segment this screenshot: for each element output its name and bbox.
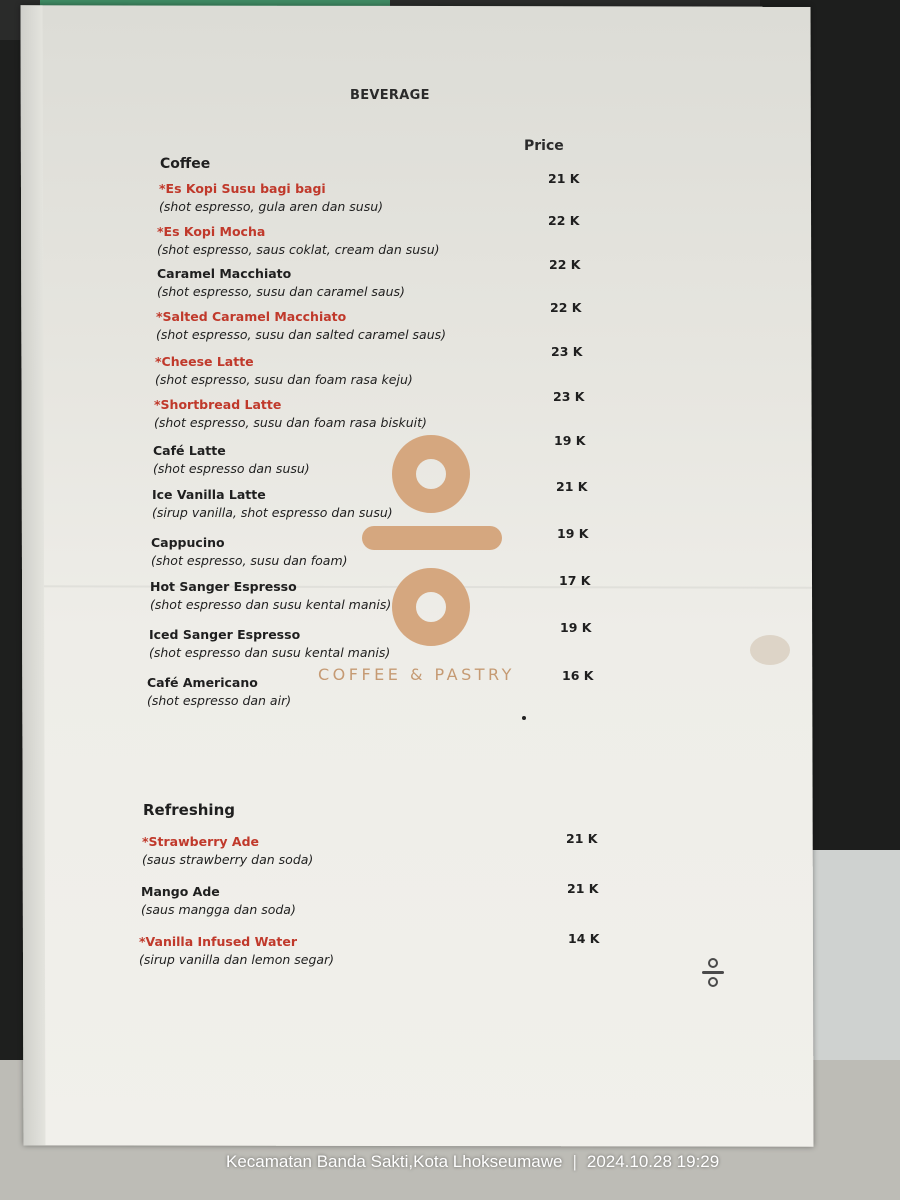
brand-logo-top-ring (392, 435, 470, 513)
item-description: (shot espresso, gula aren dan susu) (159, 199, 384, 214)
mini-logo-ring-top (708, 958, 718, 968)
item-description: (shot espresso, susu dan caramel saus) (157, 284, 405, 299)
menu-item (156, 308, 446, 344)
menu-item (147, 674, 291, 710)
menu-title: BEVERAGE (350, 88, 430, 103)
ink-dot (522, 716, 526, 720)
background-right-light (800, 850, 900, 1080)
menu-item (139, 933, 334, 969)
item-description: (shot espresso, susu dan foam rasa biskuit) (154, 415, 427, 430)
paper-fold (21, 5, 46, 1145)
menu-item (149, 626, 390, 662)
brand-logo-bottom-ring (392, 568, 470, 646)
menu-item (152, 486, 393, 522)
item-price: 23 K (551, 344, 583, 359)
item-price: 22 K (549, 257, 581, 272)
item-name: Café Americano (147, 675, 258, 690)
item-name: *Shortbread Latte (154, 397, 282, 412)
menu-item (141, 883, 296, 919)
item-name: Ice Vanilla Latte (152, 487, 266, 502)
paper-stain (750, 635, 790, 665)
mini-logo-ring-bottom (708, 977, 718, 987)
item-name: Hot Sanger Espresso (150, 579, 297, 594)
item-price: 21 K (548, 171, 580, 186)
item-name: *Vanilla Infused Water (139, 934, 298, 949)
item-description: (shot espresso, susu dan salted caramel saus) (156, 327, 447, 342)
item-price: 21 K (556, 479, 588, 494)
item-price: 16 K (562, 668, 594, 683)
section-title-coffee: Coffee (160, 156, 211, 172)
item-name: *Cheese Latte (155, 354, 254, 369)
menu-item (150, 578, 391, 614)
item-price: 22 K (550, 300, 582, 315)
section-title-refreshing: Refreshing (143, 801, 235, 819)
menu-item (142, 833, 313, 869)
brand-tagline: COFFEE & PASTRY (318, 665, 515, 684)
menu-item (153, 442, 310, 478)
item-name: *Salted Caramel Macchiato (156, 309, 347, 324)
price-header: Price (524, 138, 564, 154)
item-name: Iced Sanger Espresso (149, 627, 301, 642)
item-description: (shot espresso dan susu kental manis) (150, 597, 392, 612)
menu-item (157, 223, 440, 259)
photo-watermark (226, 1152, 719, 1172)
item-description: (saus strawberry dan soda) (142, 852, 314, 867)
item-description: (shot espresso dan air) (147, 693, 292, 708)
item-price: 22 K (548, 213, 580, 228)
item-name: *Es Kopi Mocha (157, 224, 266, 239)
menu-item (155, 353, 413, 389)
item-name: Café Latte (153, 443, 226, 458)
item-price: 19 K (560, 620, 592, 635)
item-price: 21 K (567, 881, 599, 896)
item-price: 17 K (559, 573, 591, 588)
mini-brand-logo (700, 958, 726, 998)
item-name: *Strawberry Ade (142, 834, 260, 849)
menu-item (154, 396, 427, 432)
menu-item (159, 180, 383, 216)
item-description: (saus mangga dan soda) (141, 902, 296, 917)
item-price: 19 K (557, 526, 589, 541)
menu-item (157, 265, 405, 301)
item-description: (shot espresso dan susu) (153, 461, 310, 476)
item-name: Cappucino (151, 535, 225, 550)
watermark-location: Kecamatan Banda Sakti,Kota Lhokseumawe (226, 1152, 563, 1171)
item-price: 14 K (568, 931, 600, 946)
item-name: *Es Kopi Susu bagi bagi (159, 181, 326, 196)
item-description: (shot espresso, susu dan foam rasa keju) (155, 372, 413, 387)
item-price: 19 K (554, 433, 586, 448)
item-name: Mango Ade (141, 884, 220, 899)
item-name: Caramel Macchiato (157, 266, 292, 281)
item-price: 21 K (566, 831, 598, 846)
watermark-datetime: 2024.10.28 19:29 (586, 1152, 720, 1171)
item-description: (shot espresso dan susu kental manis) (149, 645, 391, 660)
item-description: (shot espresso, susu dan foam) (151, 553, 348, 568)
item-description: (sirup vanilla dan lemon segar) (139, 952, 335, 967)
menu-item (151, 534, 348, 570)
watermark-separator: | (572, 1152, 577, 1171)
item-description: (shot espresso, saus coklat, cream dan susu) (157, 242, 440, 257)
brand-logo-bar (362, 526, 502, 550)
item-description: (sirup vanilla, shot espresso dan susu) (152, 505, 393, 520)
item-price: 23 K (553, 389, 585, 404)
mini-logo-bar (702, 971, 724, 974)
